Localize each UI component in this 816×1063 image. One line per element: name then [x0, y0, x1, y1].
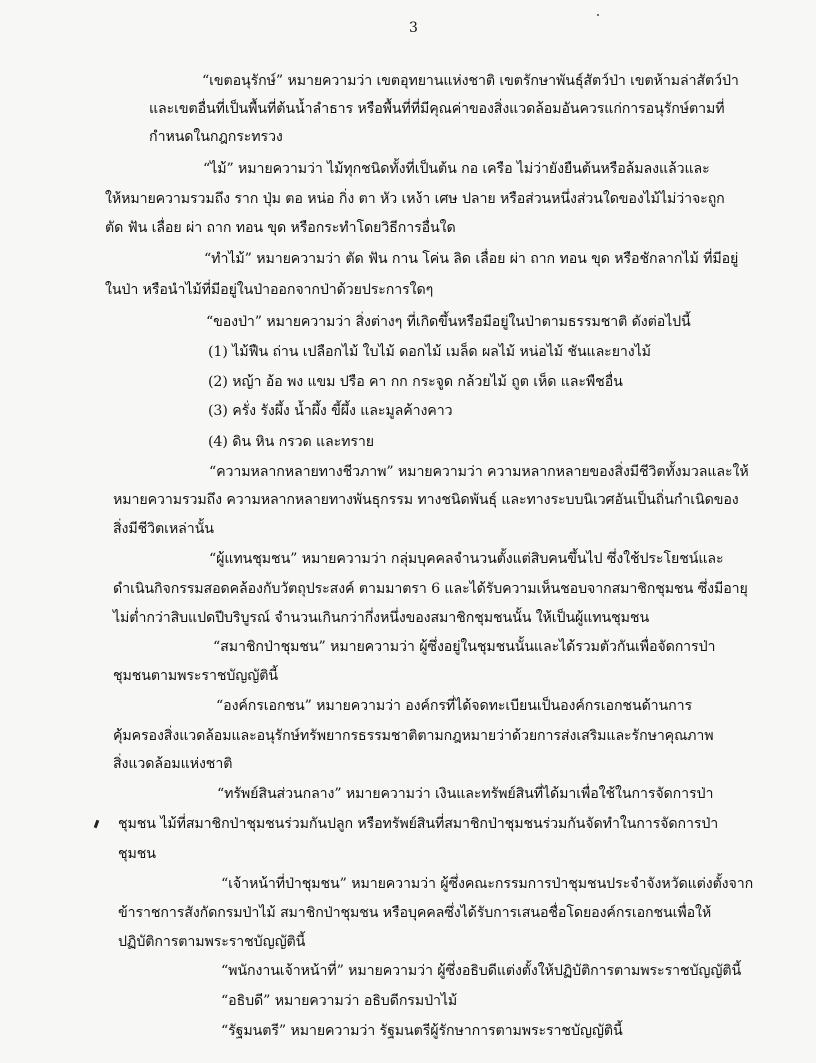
paragraph-line: หมายความรวมถึง ความหลากหลายทางพันธุกรรม ทางชนิดพันธุ์ และทางระบบนิเวศอันเป็นถิ่นกำเนิดของ	[113, 492, 739, 508]
scan-speck	[597, 14, 599, 16]
paragraph-line: “ของป่า” หมายความว่า สิ่งต่างๆ ที่เกิดขึ้นหรือมีอยู่ในป่าตามธรรมชาติ ดังต่อไปนี้	[206, 314, 691, 330]
paragraph-line: ชุมชน ไม้ที่สมาชิกป่าชุมชนร่วมกันปลูก หรือทรัพย์สินที่สมาชิกป่าชุมชนร่วมกันจัดทำในการจัดการป่า	[118, 816, 719, 832]
paragraph-line: ให้หมายความรวมถึง ราก ปุ่ม ตอ หน่อ กิ่ง ตา หัว เหง้า เศษ ปลาย หรือส่วนหนึ่งส่วนใดของไม้ไม่ว่าจะถูก	[105, 191, 725, 207]
paragraph-line: คุ้มครองสิ่งแวดล้อมและอนุรักษ์ทรัพยากรธรรมชาติตามกฎหมายว่าด้วยการส่งเสริมและรักษาคุณภาพ	[113, 728, 714, 744]
list-item: (4) ดิน หิน กรวด และทราย	[208, 434, 374, 450]
list-item: (1) ไม้ฟืน ถ่าน เปลือกไม้ ใบไม้ ดอกไม้ เมล็ด ผลไม้ หน่อไม้ ชันและยางไม้	[208, 344, 651, 360]
paragraph-line: “ทำไม้” หมายความว่า ตัด ฟัน กาน โค่น ลิด เลื่อย ผ่า ถาก ทอน ขุด หรือชักลากไม้ ที่มีอยู่	[204, 251, 739, 267]
paragraph-line: ปฏิบัติการตามพระราชบัญญัตินี้	[118, 934, 306, 950]
page-number: 3	[409, 20, 418, 36]
paragraph-line: ตัด ฟัน เลื่อย ผ่า ถาก ทอน ขุด หรือกระทำโดยวิธีการอื่นใด	[105, 220, 456, 236]
paragraph-line: “เจ้าหน้าที่ป่าชุมชน” หมายความว่า ผู้ซึ่งคณะกรรมการป่าชุมชนประจำจังหวัดแต่งตั้งจาก	[221, 876, 754, 892]
paragraph-line: สิ่งแวดล้อมแห่งชาติ	[113, 756, 233, 772]
scan-mark	[94, 820, 100, 829]
paragraph-line: “พนักงานเจ้าหน้าที่” หมายความว่า ผู้ซึ่งอธิบดีแต่งตั้งให้ปฏิบัติการตามพระราชบัญญัตินี้	[221, 963, 742, 979]
paragraph-line: “องค์กรเอกชน” หมายความว่า องค์กรที่ได้จดทะเบียนเป็นองค์กรเอกชนด้านการ	[216, 698, 693, 714]
paragraph-line: “อธิบดี” หมายความว่า อธิบดีกรมป่าไม้	[221, 993, 458, 1009]
paragraph-line: สิ่งมีชีวิตเหล่านั้น	[113, 521, 214, 537]
paragraph-line: ชุมชนตามพระราชบัญญัตินี้	[113, 668, 278, 684]
paragraph-line: “ผู้แทนชุมชน” หมายความว่า กลุ่มบุคคลจำนวนตั้งแต่สิบคนขึ้นไป ซึ่งใช้ประโยชน์และ	[209, 551, 724, 567]
paragraph-line: และเขตอื่นที่เป็นพื้นที่ต้นน้ำลำธาร หรือพื้นที่ที่มีคุณค่าของสิ่งแวดล้อมอันควรแก่การอนุรักษ์ตามที่	[149, 101, 725, 117]
paragraph-line: “สมาชิกป่าชุมชน” หมายความว่า ผู้ซึ่งอยู่ในชุมชนนั้นและได้รวมตัวกันเพื่อจัดการป่า	[213, 639, 716, 655]
list-item: (3) ครั่ง รังผึ้ง น้ำผึ้ง ขี้ผึ้ง และมูลค้างคาว	[208, 403, 453, 419]
paragraph-line: ข้าราชการสังกัดกรมป่าไม้ สมาชิกป่าชุมชน หรือบุคคลซึ่งได้รับการเสนอชื่อโดยองค์กรเอกชนเพื่อให้	[118, 905, 712, 921]
paragraph-line: ชุมชน	[118, 846, 156, 862]
paragraph-line: “รัฐมนตรี” หมายความว่า รัฐมนตรีผู้รักษาการตามพระราชบัญญัตินี้	[221, 1023, 623, 1039]
paragraph-line: “ความหลากหลายทางชีวภาพ” หมายความว่า ความหลากหลายของสิ่งมีชีวิตทั้งมวลและให้	[209, 464, 749, 480]
paragraph-line: ในป่า หรือนำไม้ที่มีอยู่ในป่าออกจากป่าด้วยประการใดๆ	[105, 282, 434, 298]
list-item: (2) หญ้า อ้อ พง แขม ปรือ คา กก กระจูด กล้วยไม้ ถูต เห็ด และพืชอื่น	[208, 374, 623, 390]
paragraph-line: “ไม้” หมายความว่า ไม้ทุกชนิดทั้งที่เป็นต้น กอ เครือ ไม่ว่ายังยืนต้นหรือล้มลงแล้วและ	[203, 161, 710, 177]
paragraph-line: ดำเนินกิจกรรมสอดคล้องกับวัตถุประสงค์ ตามมาตรา 6 และได้รับความเห็นชอบจากสมาชิกชุมชน ซึ่งมีอายุ	[113, 581, 748, 597]
paragraph-line: ไม่ต่ำกว่าสิบแปดปีบริบูรณ์ จำนวนเกินกว่ากึ่งหนึ่งของสมาชิกชุมชนนั้น ให้เป็นผู้แทนชุมชน	[113, 610, 650, 626]
paragraph-line: “เขตอนุรักษ์” หมายความว่า เขตอุทยานแห่งชาติ เขตรักษาพันธุ์สัตว์ป่า เขตห้ามล่าสัตว์ป่า	[202, 73, 739, 89]
paragraph-line: กำหนดในกฎกระทรวง	[149, 129, 283, 145]
paragraph-line: “ทรัพย์สินส่วนกลาง” หมายความว่า เงินและทรัพย์สินที่ได้มาเพื่อใช้ในการจัดการป่า	[217, 786, 714, 802]
